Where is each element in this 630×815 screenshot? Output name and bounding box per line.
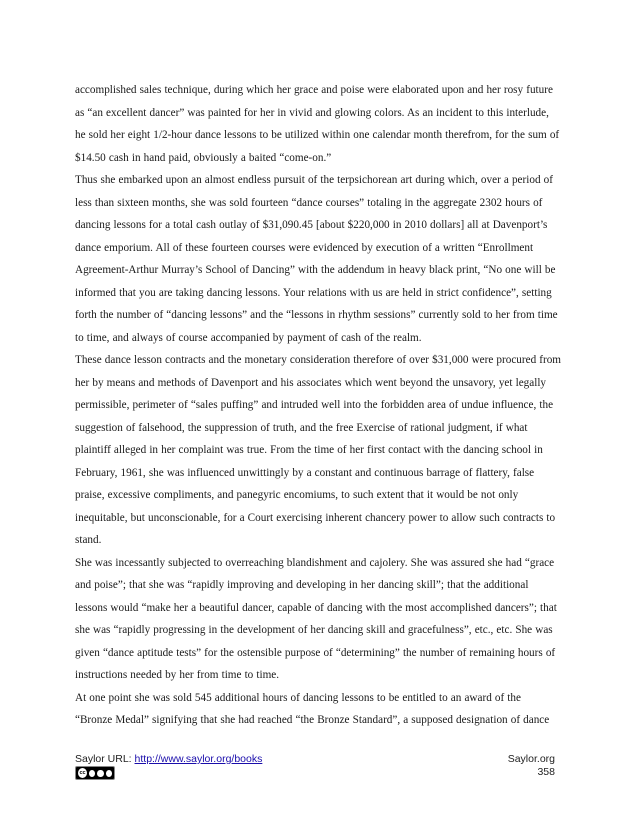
- paragraph-4: She was incessantly subjected to overreaching blandishment and cajolery. She was assured she had “grace and poise”; that she was “rapidly improving and developing in her dancing skill”; that the additional lessons would “make her a beautiful dancer, capable of dancing with the most accomplished dancers”; that she was “rapidly progressing in the development of her dancing skill and gracefulness”, etc., etc. She was given “dance aptitude tests” for the ostensible purpose of “determining” the number of remaining hours of instructions needed by her from time to time.: [75, 556, 557, 681]
- document-body: [75, 79, 561, 732]
- cc-logo-icon: cc: [79, 770, 86, 776]
- paragraph-1: accomplished sales technique, during which her grace and poise were elaborated upon and her rosy future as “an excellent dancer” was painted for her in vivid and glowing colors. As an incident to this interlude, he sold her eight 1/2-hour dance lessons to be utilized within one calendar month therefrom, for the sum of $14.50 cash in hand paid, obviously a baited “come-on.”: [75, 84, 560, 164]
- page-number: 358: [537, 766, 555, 778]
- creative-commons-license-icon[interactable]: [75, 766, 115, 780]
- paragraph-2: Thus she embarked upon an almost endless pursuit of the terpsichorean art during which, over a period of less than sixteen months, she was sold fourteen “dance courses” totaling in the aggregate 2302 hours of dancing lessons for a total cash outlay of $31,090.45 [about $220,000 in 2010 dollars] all at Davenport’s dance emporium. All of these fourteen courses were evidenced by execution of a written “Enrollment Agreement-Arthur Murray’s School of Dancing” with the addendum in heavy black print, “No one will be informed that you are taking dancing lessons. Your relations with us are held in strict confidence”, setting forth the number of “dancing lessons” and the “lessons in rhythm sessions” currently sold to her from time to time, and always of course accompanied by payment of cash of the realm.: [75, 174, 558, 344]
- cc-by-icon: [89, 770, 95, 777]
- footer-source: [75, 753, 262, 765]
- footer-url-link[interactable]: http://www.saylor.org/books: [134, 753, 263, 765]
- footer-url-label: Saylor URL:: [75, 753, 135, 765]
- footer-page-info: [508, 753, 555, 779]
- paragraph-5: At one point she was sold 545 additional hours of dancing lessons to be entitled to an award of the “Bronze Medal” signifying that she had reached “the Bronze Standard”, a supposed designation of dance: [75, 691, 550, 726]
- footer-site-name: Saylor.org: [507, 753, 555, 765]
- cc-nc-icon: [97, 770, 103, 777]
- cc-sa-icon: [106, 770, 112, 777]
- paragraph-3: These dance lesson contracts and the monetary consideration therefore of over $31,000 were procured from her by means and methods of Davenport and his associates which went beyond the unsavory, yet legally permissible, perimeter of “sales puffing” and intruded well into the forbidden area of undue influence, the suggestion of falsehood, the suppression of truth, and the free Exercise of rational judgment, if what plaintiff alleged in her complaint was true. From the time of her first contact with the dancing school in February, 1961, she was influenced unwittingly by a constant and continuous barrage of flattery, false praise, excessive compliments, and panegyric encomiums, to such extent that it would be not only inequitable, but unconscionable, for a Court exercising inherent chancery power to allow such contracts to stand.: [75, 354, 562, 546]
